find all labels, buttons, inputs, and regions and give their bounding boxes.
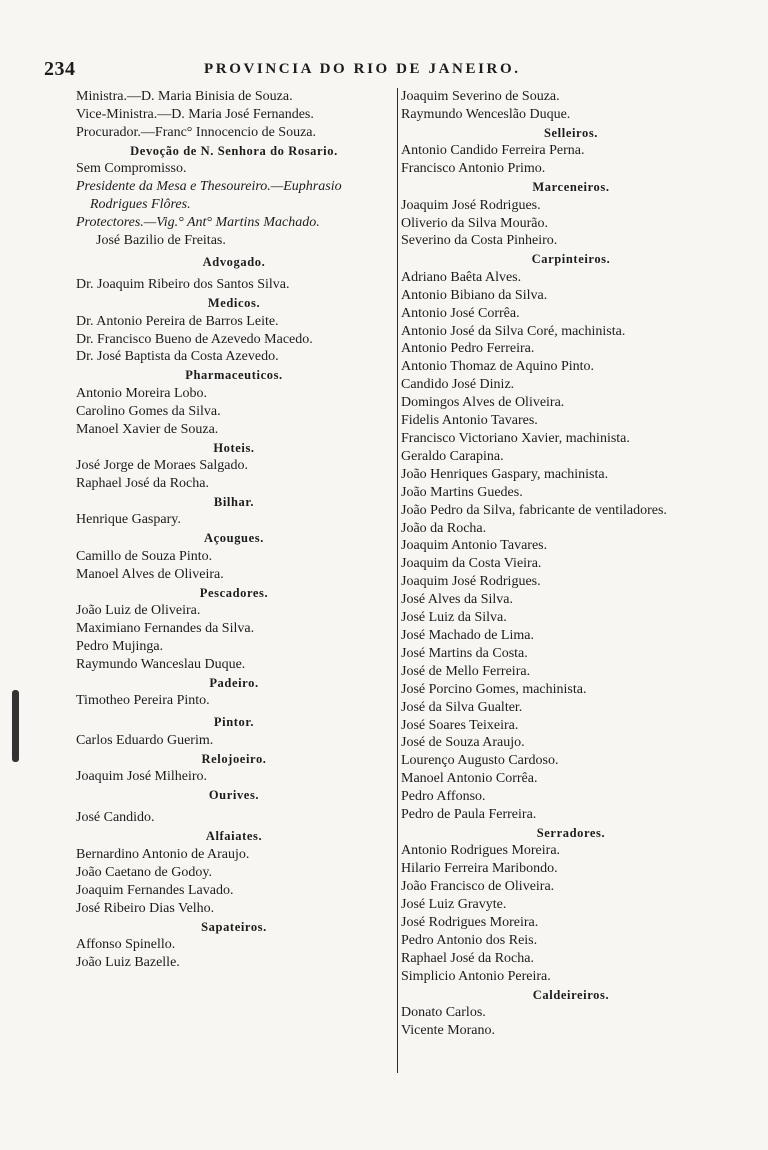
section-heading: Pintor. <box>213 715 255 730</box>
binding-mark <box>12 690 19 762</box>
section-heading: Medicos. <box>207 296 261 311</box>
section-heading: Marceneiros. <box>532 180 610 195</box>
list-item: José Martins da Costa. <box>401 645 528 661</box>
list-item: Francisco Victoriano Xavier, machinista. <box>401 431 630 446</box>
list-item: Antonio José Corrêa. <box>401 305 520 321</box>
list-item: Severino da Costa Pinheiro. <box>401 233 558 249</box>
section-heading: Serradores. <box>536 825 606 840</box>
list-item: Carlos Eduardo Guerim. <box>76 732 214 748</box>
section-heading: Ourives. <box>208 787 260 802</box>
list-item: João Henriques Gaspary, machinista. <box>401 466 609 482</box>
page-header <box>0 58 768 84</box>
list-item: Carolino Gomes da Silva. <box>76 403 221 419</box>
list-item: Domingos Alves de Oliveira. <box>401 395 565 411</box>
list-item: Antonio Candido Ferreira Perna. <box>401 143 585 159</box>
list-item: Affonso Spinello. <box>76 937 176 952</box>
list-item: José Ribeiro Dias Velho. <box>76 900 215 916</box>
list-item: Geraldo Carapina. <box>401 448 504 464</box>
list-item: João da Rocha. <box>401 520 487 536</box>
list-item: José Rodrigues Moreira. <box>401 915 539 931</box>
list-item: João Martins Guedes. <box>401 484 523 500</box>
entry-procurador: Procurador.—Franc° Innocencio de Souza. <box>76 124 317 140</box>
list-item: Pedro Antonio dos Reis. <box>401 932 538 948</box>
section-heading: Hoteis. <box>213 440 255 455</box>
list-item: Bernardino Antonio de Araujo. <box>76 846 250 862</box>
list-item: Raphael José da Rocha. <box>76 476 209 491</box>
list-item: Hilario Ferreira Maribondo. <box>401 861 558 877</box>
section-heading: Padeiro. <box>209 675 259 690</box>
list-item: João Pedro da Silva, fabricante de ventiladores. <box>401 502 667 518</box>
list-item: Raymundo Wanceslau Duque. <box>76 656 246 672</box>
list-item: Donato Carlos. <box>401 1005 486 1021</box>
entry-presidente: Presidente da Mesa e Thesoureiro.—Euphrasio Rodrigues Flôres. <box>76 179 342 213</box>
list-item: João Luiz de Oliveira. <box>76 603 201 619</box>
list-item: Oliverio da Silva Mourão. <box>401 215 548 231</box>
section-heading: Pharmaceuticos. <box>185 368 283 383</box>
list-item: João Luiz Bazelle. <box>76 954 180 970</box>
list-item: José Luiz da Silva. <box>401 610 507 626</box>
list-item: Joaquim da Costa Vieira. <box>401 556 542 572</box>
list-item: João Francisco de Oliveira. <box>401 879 555 895</box>
section-heading: Devoção de N. Senhora do Rosario. <box>130 143 338 158</box>
section-heading: Sapateiros. <box>201 919 267 934</box>
entry-vice-ministra: Vice-Ministra.—D. Maria José Fernandes. <box>76 106 314 122</box>
section-heading: Relojoeiro. <box>201 751 267 766</box>
list-item: Joaquim José Milheiro. <box>76 769 208 785</box>
list-item: Maximiano Fernandes da Silva. <box>76 621 255 637</box>
section-heading: Açougues. <box>204 531 264 546</box>
list-item: José Alves da Silva. <box>401 592 513 608</box>
list-item: Candido José Diniz. <box>401 377 515 393</box>
list-item: Timotheo Pereira Pinto. <box>76 693 210 709</box>
list-item: Francisco Antonio Primo. <box>401 161 546 177</box>
list-item: Dr. Joaquim Ribeiro dos Santos Silva. <box>76 277 290 293</box>
running-title: PROVINCIA DO RIO DE JANEIRO. <box>204 61 521 77</box>
list-item: José da Silva Gualter. <box>401 699 523 715</box>
list-item: Lourenço Augusto Cardoso. <box>401 753 559 769</box>
list-item: Vicente Morano. <box>401 1023 496 1039</box>
entry-protectores: Protectores.—Vig.° Ant° Martins Machado. <box>76 214 320 230</box>
list-item: Pedro Affonso. <box>401 789 486 805</box>
list-item: Raymundo Wenceslão Duque. <box>401 106 571 122</box>
left-column <box>76 88 392 972</box>
section-heading: Bilhar. <box>213 494 255 509</box>
entry-ministra: Ministra.—D. Maria Binisia de Souza. <box>76 89 293 104</box>
list-item: Raphael José da Rocha. <box>401 950 534 966</box>
list-item: Manoel Antonio Corrêa. <box>401 771 538 787</box>
list-item: Adriano Baêta Alves. <box>401 269 522 285</box>
section-heading: Carpinteiros. <box>531 252 611 267</box>
list-item: Henrique Gaspary. <box>76 512 181 528</box>
list-item: José Porcino Gomes, machinista. <box>401 681 587 697</box>
list-item: Joaquim José Rodrigues. <box>401 197 541 213</box>
list-item: Antonio Moreira Lobo. <box>76 385 208 401</box>
entry-protector-name: José Bazilio de Freitas. <box>96 232 226 248</box>
page-number: 234 <box>44 58 76 80</box>
list-item: Joaquim Severino de Souza. <box>401 89 560 104</box>
list-item: Manoel Xavier de Souza. <box>76 421 219 437</box>
list-item: José Luiz Gravyte. <box>401 897 507 913</box>
list-item: Antonio Thomaz de Aquino Pinto. <box>401 359 595 375</box>
list-item: Camillo de Souza Pinto. <box>76 548 213 564</box>
list-item: Dr. Francisco Bueno de Azevedo Macedo. <box>76 331 313 347</box>
list-item: Antonio José da Silva Coré, machinista. <box>401 323 626 339</box>
list-item: Joaquim Fernandes Lavado. <box>76 882 234 898</box>
section-heading: Selleiros. <box>543 125 599 140</box>
section-heading: Pescadores. <box>199 585 269 600</box>
list-item: José de Souza Araujo. <box>401 735 525 751</box>
entry-compromisso: Sem Compromisso. <box>76 161 187 177</box>
list-item: José Candido. <box>76 810 155 826</box>
list-item: Pedro Mujinga. <box>76 638 164 654</box>
list-item: Dr. José Baptista da Costa Azevedo. <box>76 349 279 365</box>
right-column <box>397 88 741 1073</box>
list-item: Antonio Pedro Ferreira. <box>401 341 535 357</box>
list-item: Pedro de Paula Ferreira. <box>401 807 537 823</box>
list-item: José Machado de Lima. <box>401 627 534 643</box>
list-item: Antonio Bibiano da Silva. <box>401 287 548 303</box>
section-heading: Caldeireiros. <box>532 987 610 1002</box>
list-item: Fidelis Antonio Tavares. <box>401 413 538 429</box>
list-item: João Caetano de Godoy. <box>76 864 212 880</box>
list-item: José Jorge de Moraes Salgado. <box>76 458 248 474</box>
list-item: Manoel Alves de Oliveira. <box>76 566 224 582</box>
list-item: Dr. Antonio Pereira de Barros Leite. <box>76 313 279 329</box>
section-heading: Advogado. <box>202 254 266 269</box>
list-item: Simplicio Antonio Pereira. <box>401 968 551 984</box>
list-item: Joaquim José Rodrigues. <box>401 574 541 590</box>
list-item: José de Mello Ferreira. <box>401 663 531 679</box>
list-item: Joaquim Antonio Tavares. <box>401 538 548 554</box>
section-heading: Alfaiates. <box>205 829 263 844</box>
list-item: José Soares Teixeira. <box>401 717 519 733</box>
list-item: Antonio Rodrigues Moreira. <box>401 843 561 859</box>
